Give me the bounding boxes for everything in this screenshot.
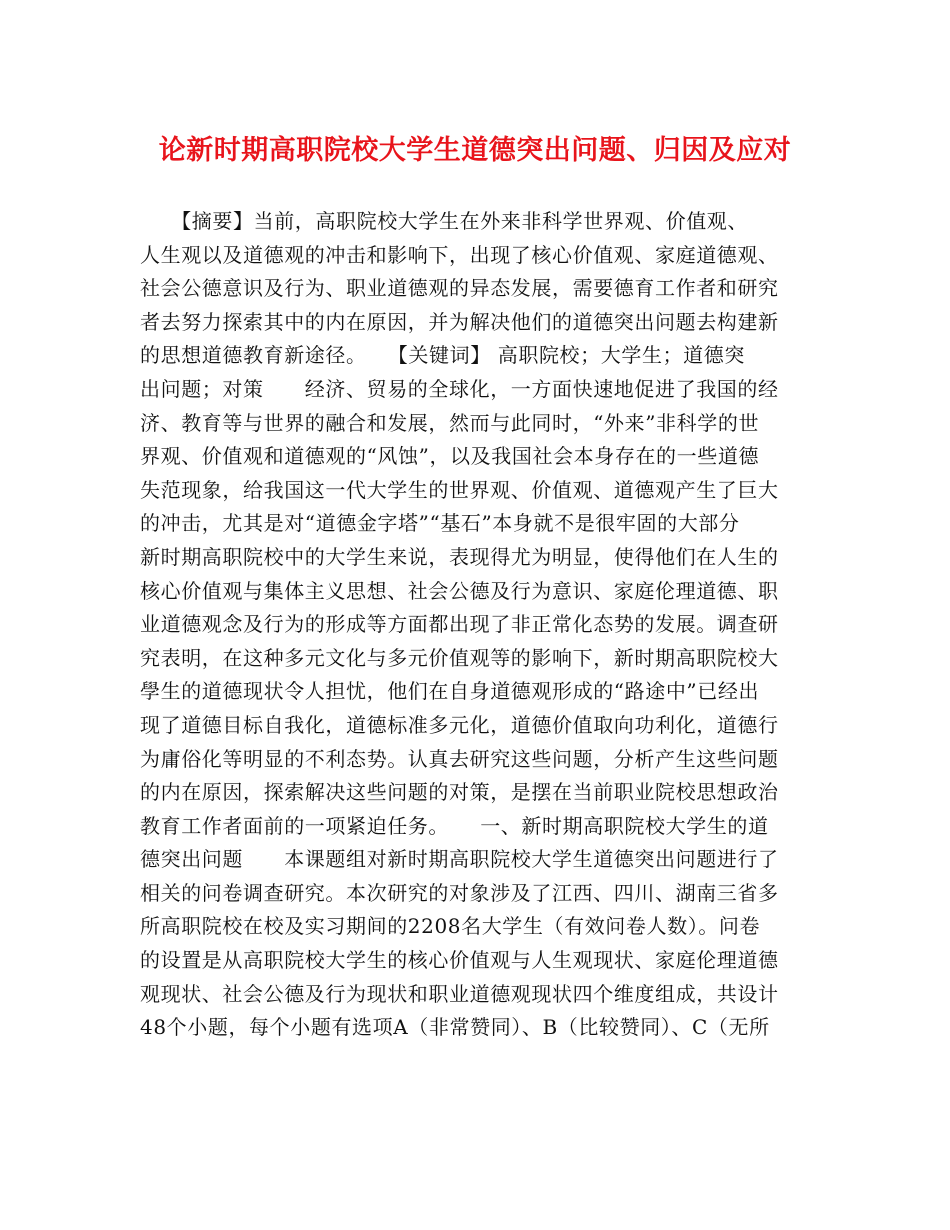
body-line: 的冲击，尤其是对“道德金字塔”“基石”本身就不是很牢固的大部分 [140, 511, 740, 536]
body-line: 【摘要】当前，高职院校大学生在外来非科学世界观、价值观、 [140, 209, 748, 233]
body-line: 社会公德意识及行为、职业道德观的异态发展，需要德育工作者和研究 [140, 276, 779, 301]
body-line: 核心价值观与集体主义思想、社会公德及行为意识、家庭伦理道德、职 [140, 578, 779, 603]
body-line: 济、教育等与世界的融合和发展，然而与此同时，“外来”非科学的世 [140, 410, 760, 435]
body-line: 观现状、社会公德及行为现状和职业道德观现状四个维度组成，共设计 [140, 981, 779, 1006]
body-line: 教育工作者面前的一项紧迫任务。 一、新时期高职院校大学生的道 [140, 813, 769, 838]
body-line: 界观、价值观和道德观的“风蚀”，以及我国社会本身存在的一些道德 [140, 444, 760, 469]
body-line: 德突出问题 本课题组对新时期高职院校大学生道德突出问题进行了 [140, 847, 779, 872]
body-line: 现了道德目标自我化，道德标准多元化，道德价值取向功利化，道德行 [140, 712, 779, 737]
body-line: 失范现象，给我国这一代大学生的世界观、价值观、道德观产生了巨大 [140, 477, 779, 502]
body-line: 出问题；对策 经济、贸易的全球化，一方面快速地促进了我国的经 [140, 376, 779, 401]
body-line: 的思想道德教育新途径。 【关键词】 高职院校；大学生；道德突 [140, 343, 745, 368]
body-line: 究表明，在这种多元文化与多元价值观等的影响下，新时期高职院校大 [140, 645, 779, 670]
body-line: 为庸俗化等明显的不利态势。认真去研究这些问题，分析产生这些问题 [140, 746, 779, 771]
body-line: 新时期高职院校中的大学生来说，表现得尤为明显，使得他们在人生的 [140, 544, 779, 569]
document-title: 论新时期高职院校大学生道德突出问题、归因及应对 [158, 135, 792, 166]
body-line: 相关的问卷调查研究。本次研究的对象涉及了江西、四川、湖南三省多 [140, 880, 779, 905]
body-line: 人生观以及道德观的冲击和影响下，出现了核心价值观、家庭道德观、 [140, 242, 779, 267]
body-line: 48个小题，每个小题有选项A（非常赞同）、B（比较赞同）、C（无所 [140, 1015, 770, 1040]
body-line: 者去努力探索其中的内在原因，并为解决他们的道德突出问题去构建新 [140, 309, 779, 334]
body-line: 的内在原因，探索解决这些问题的对策，是摆在当前职业院校思想政治 [140, 780, 779, 805]
body-line: 所高职院校在校及实习期间的2208名大学生（有效问卷人数）。问卷 [140, 914, 761, 939]
body-line: 的设置是从高职院校大学生的核心价值观与人生观现状、家庭伦理道德 [140, 948, 779, 973]
body-line: 业道德观念及行为的形成等方面都出现了非正常化态势的发展。调查研 [140, 612, 779, 637]
document-body [140, 205, 820, 1045]
body-line: 學生的道德现状令人担忧，他们在自身道德观形成的“路途中”已经出 [140, 679, 760, 704]
